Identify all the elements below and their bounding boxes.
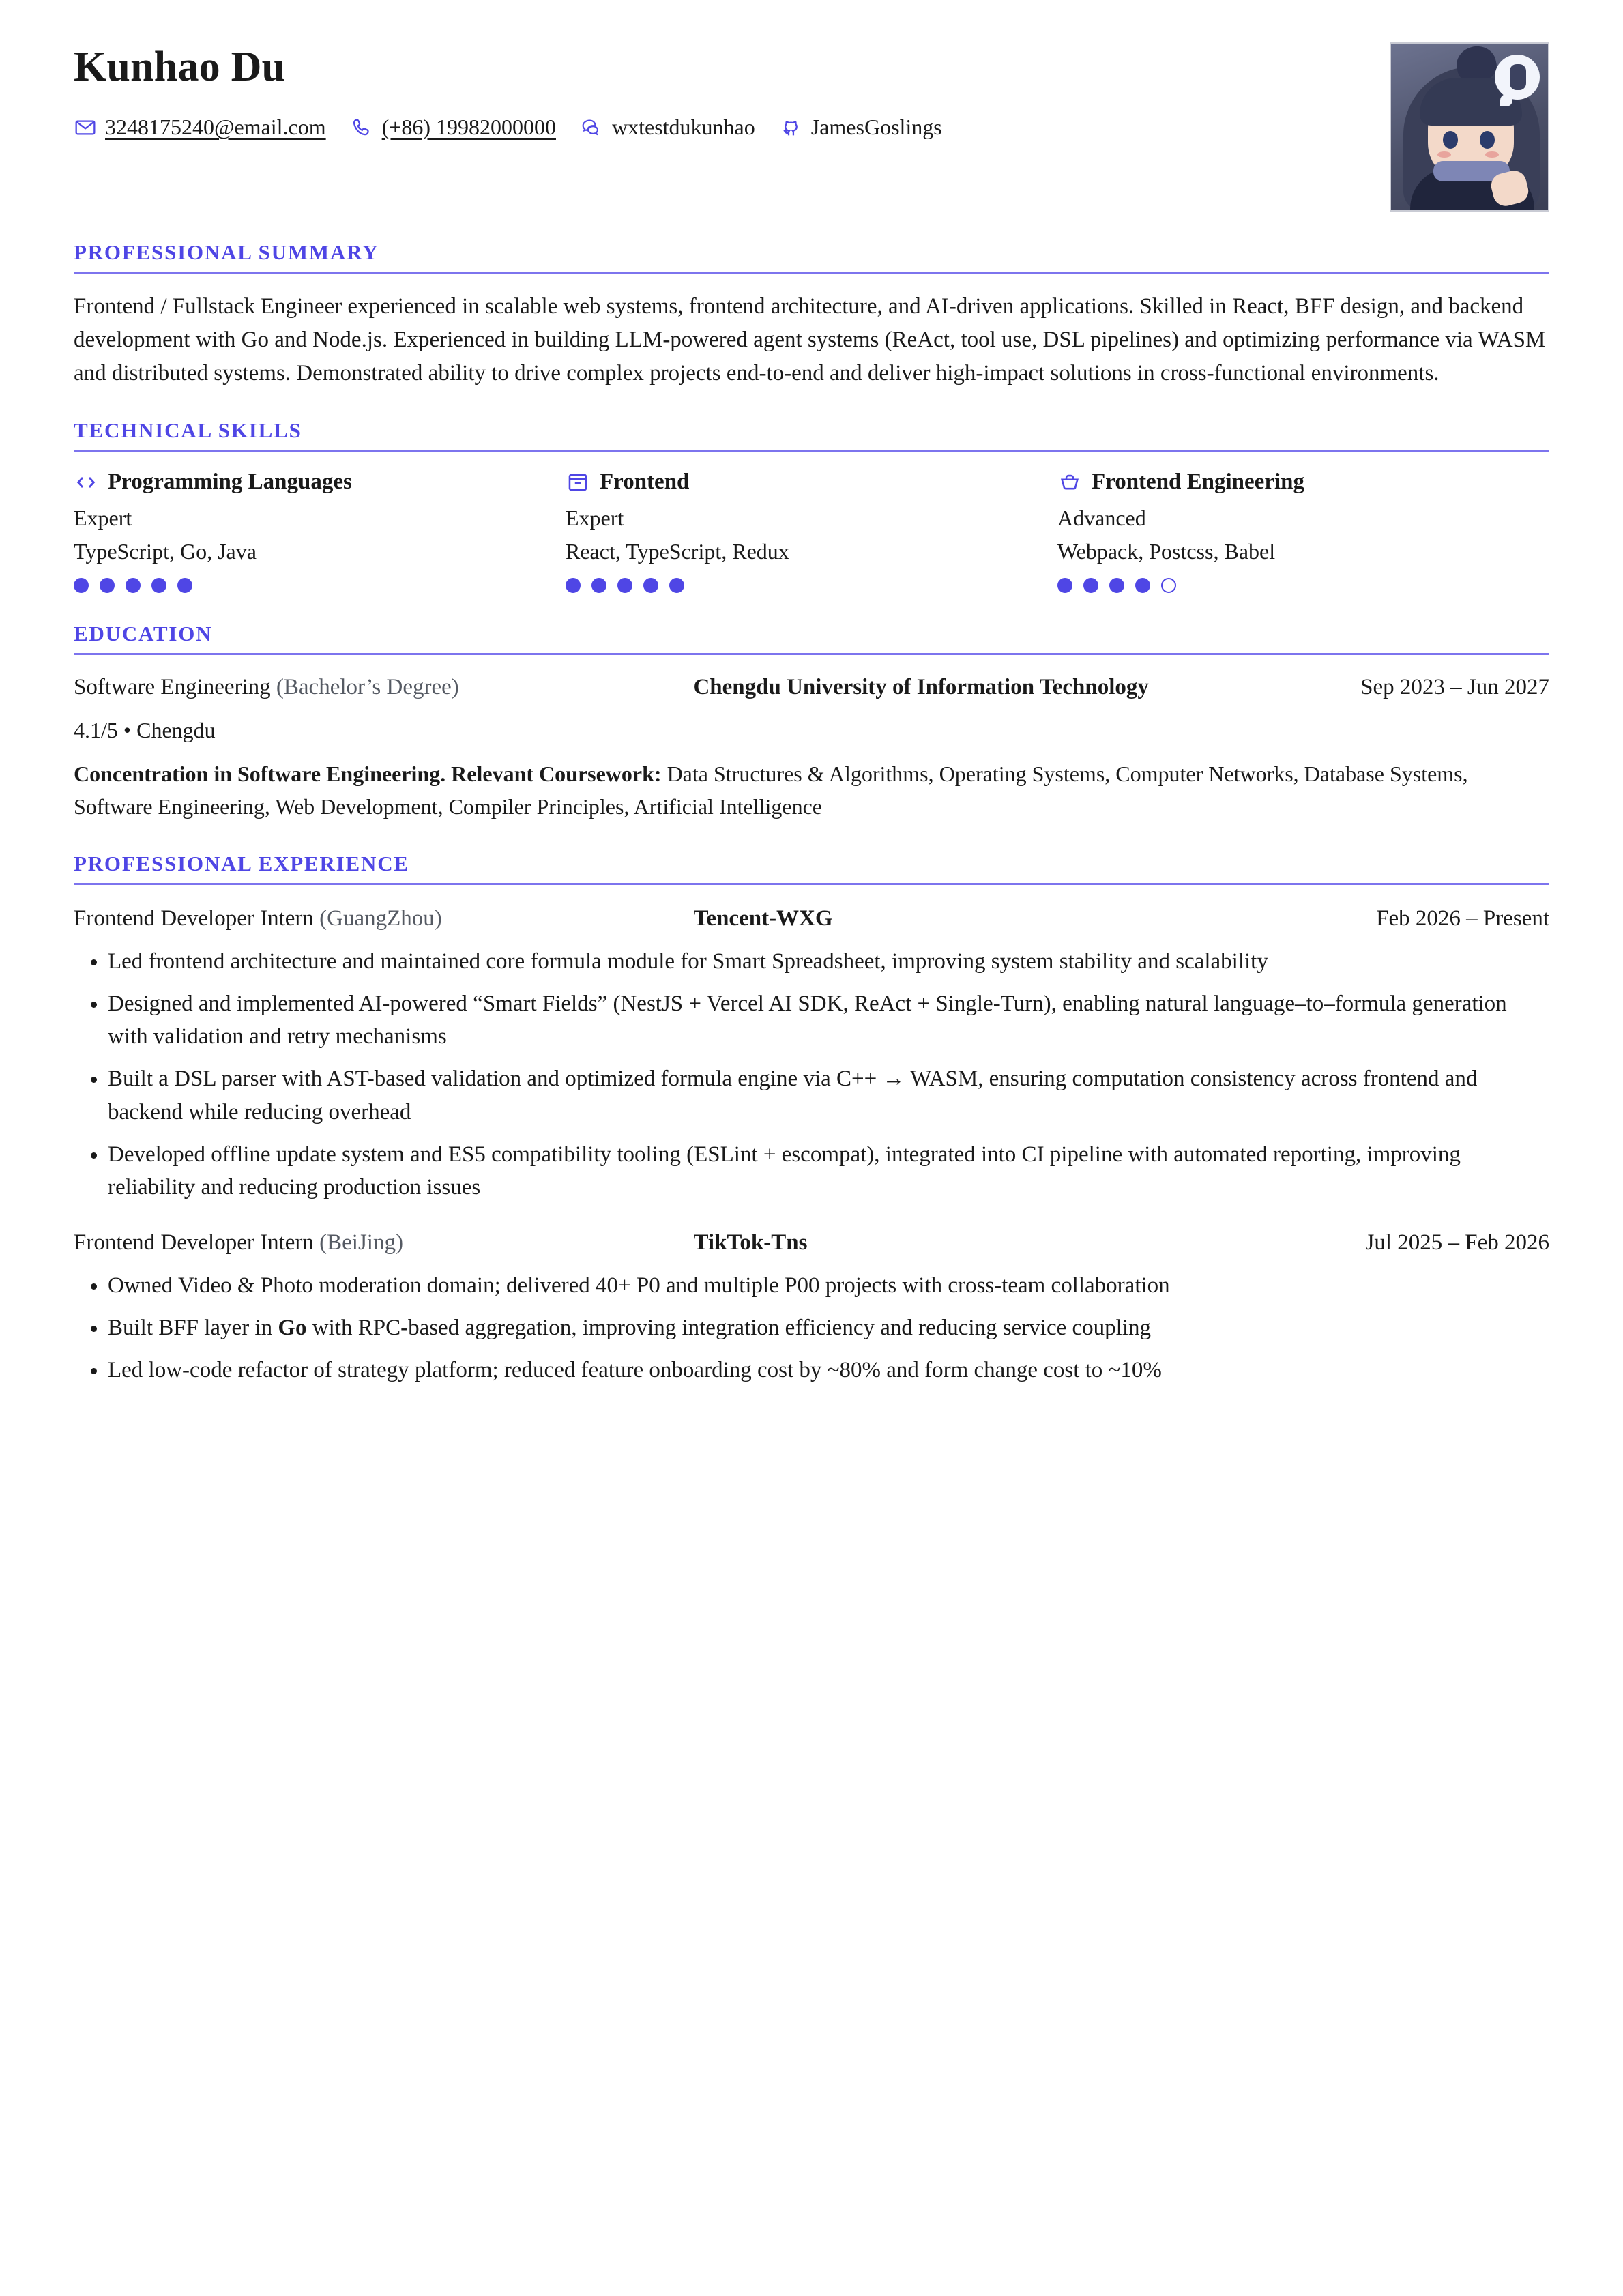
rating-dot-empty: [1161, 578, 1176, 593]
envelope-icon: [74, 116, 97, 139]
skill-group-frontend-engineering: [1057, 469, 1549, 593]
skill-group-header: [566, 469, 1034, 495]
section-divider-skills: [74, 450, 1549, 452]
section-title-summary: PROFESSIONAL SUMMARY: [74, 240, 379, 264]
skill-group-frontend: [566, 469, 1057, 593]
experience-role: [74, 1227, 693, 1260]
section-divider-education: [74, 653, 1549, 655]
toolbox-icon: [1057, 470, 1082, 495]
rating-dot: [591, 578, 606, 593]
education-detail: 4.1/5 • Chengdu: [74, 718, 216, 743]
section-divider-experience: [74, 883, 1549, 885]
skill-rating-dots: [74, 578, 542, 593]
experience-bullet: • Owned Video & Photo moderation domain; delivered 40+ P0 and multiple P00 projects with cross-team collaboration: [108, 1269, 1549, 1302]
experience-dates: Feb 2026 – Present: [1376, 906, 1549, 931]
skill-group-header: [1057, 469, 1526, 495]
rating-dot: [1109, 578, 1124, 593]
contact-email[interactable]: [74, 113, 326, 142]
education-degree: [74, 671, 693, 704]
header-left: [74, 40, 1390, 142]
experience-bullet: • Designed and implemented AI-powered “Smart Fields” (NestJS + Vercel AI SDK, ReAct + Single-Turn), enabling natural language–to–formula generation with validation and retry mechanisms: [108, 987, 1549, 1053]
skill-items: React, TypeScript, Redux: [566, 539, 789, 564]
skill-items: Webpack, Postcss, Babel: [1057, 539, 1276, 564]
experience-entry-header: [74, 903, 1549, 935]
experience-bullet-list: [74, 1269, 1549, 1387]
skills-grid: [74, 469, 1549, 593]
section-technical-skills: [74, 418, 1549, 593]
section-title-skills: TECHNICAL SKILLS: [74, 418, 302, 443]
contact-email-text: 3248175240@email.com: [105, 115, 326, 140]
phone-icon: [351, 116, 374, 139]
contact-github[interactable]: [780, 113, 942, 142]
education-degree-note: (Bachelor’s Degree): [276, 675, 459, 700]
contact-github-text: JamesGoslings: [810, 115, 942, 140]
rating-dot: [617, 578, 632, 593]
experience-dates: Jul 2025 – Feb 2026: [1365, 1230, 1549, 1255]
contact-row: [74, 113, 1390, 142]
section-professional-summary: [74, 240, 1549, 390]
avatar-eye-left: [1443, 131, 1458, 149]
experience-role: [74, 903, 693, 935]
experience-bullet-list: [74, 945, 1549, 1204]
skill-items: TypeScript, Go, Java: [74, 539, 257, 564]
page-title: Kunhao Du: [74, 44, 286, 90]
contact-phone[interactable]: [351, 113, 556, 142]
skill-level: Expert: [566, 506, 624, 531]
avatar-blush-left: [1437, 151, 1451, 158]
rating-dot: [177, 578, 192, 593]
code-icon: [74, 470, 98, 495]
experience-bullet: • Led frontend architecture and maintained core formula module for Smart Spreadsheet, improving system stability and scalability: [108, 945, 1549, 978]
resume-header: [74, 40, 1549, 212]
experience-entry: [74, 1227, 1549, 1386]
rating-dot: [126, 578, 141, 593]
avatar-eye-right: [1480, 131, 1495, 149]
rating-dot: [1083, 578, 1098, 593]
wechat-icon: [581, 116, 604, 139]
experience-bullet: • Led low-code refactor of strategy platform; reduced feature onboarding cost by ~80% and form change cost to ~10%: [108, 1354, 1549, 1386]
skill-group-label: Programming Languages: [108, 469, 352, 495]
experience-company: Tencent-WXG: [693, 906, 833, 931]
experience-bullet: • Developed offline update system and ES5 compatibility tooling (ESLint + escompat), integrated into CI pipeline with automated reporting, improving reliability and reducing production issues: [108, 1138, 1549, 1204]
education-degree-name: Software Engineering: [74, 675, 271, 700]
experience-location: (BeiJing): [319, 1230, 403, 1255]
section-title-education: EDUCATION: [74, 622, 213, 646]
education-coursework-list: Data Structures & Algorithms, Operating Systems, Computer Networks, Database Systems, Software Engineering, Web Development, Compiler Principles, Artificial Intelligence: [74, 761, 1468, 819]
summary-text: Frontend / Fullstack Engineer experienced in scalable web systems, frontend architecture, and AI-driven applications. Skilled in React, BFF design, and backend development with Go and Node.js. Experienced in building LLM-powered agent systems (ReAct, tool use, DSL pipelines) and optimizing performance via WASM and distributed systems. Demonstrated ability to drive complex projects end-to-end and deliver high-impact solutions in cross-functional environments.: [74, 294, 1546, 386]
experience-bullet: • Built a DSL parser with AST-based validation and optimized formula engine via C++ → WASM, ensuring computation consistency across frontend and backend while reducing overhead: [108, 1062, 1549, 1128]
experience-entry-header: [74, 1227, 1549, 1260]
skill-rating-dots: [1057, 578, 1526, 593]
experience-bullet-emphasis: Go: [278, 1316, 307, 1341]
rating-dot: [100, 578, 115, 593]
rating-dot: [566, 578, 581, 593]
rating-dot: [669, 578, 684, 593]
skill-group-programming-languages: [74, 469, 566, 593]
education-coursework: [74, 758, 1549, 823]
experience-bullet: • Built BFF layer in Go with RPC-based aggregation, improving integration efficiency and reducing service coupling: [108, 1311, 1549, 1344]
contact-wechat[interactable]: [581, 113, 755, 142]
education-entry-header: [74, 671, 1549, 704]
avatar-blush-right: [1485, 151, 1499, 158]
github-icon: [780, 116, 803, 139]
rating-dot: [1057, 578, 1072, 593]
experience-location: (GuangZhou): [319, 906, 442, 931]
section-title-experience: PROFESSIONAL EXPERIENCE: [74, 852, 409, 876]
rating-dot: [643, 578, 658, 593]
education-entry: [74, 671, 1549, 823]
rating-dot: [74, 578, 89, 593]
rating-dot: [1135, 578, 1150, 593]
section-education: [74, 622, 1549, 823]
skill-group-header: [74, 469, 542, 495]
education-dates: Sep 2023 – Jun 2027: [1360, 675, 1549, 700]
skill-group-label: Frontend Engineering: [1092, 469, 1305, 495]
skill-level: Expert: [74, 506, 132, 531]
avatar: [1390, 42, 1549, 212]
avatar-bubble-glyph-icon: [1510, 64, 1526, 90]
section-divider-summary: [74, 272, 1549, 274]
experience-company: TikTok-Tns: [693, 1230, 808, 1255]
education-coursework-label: Concentration in Software Engineering. Relevant Coursework:: [74, 761, 662, 787]
browser-icon: [566, 470, 590, 495]
section-professional-experience: [74, 852, 1549, 1386]
skill-group-label: Frontend: [600, 469, 690, 495]
experience-entry: [74, 903, 1549, 1204]
education-school: Chengdu University of Information Technology: [693, 675, 1149, 700]
skill-level: Advanced: [1057, 506, 1146, 531]
contact-phone-text: (+86) 19982000000: [381, 115, 556, 140]
experience-role-title: Frontend Developer Intern: [74, 906, 314, 931]
experience-role-title: Frontend Developer Intern: [74, 1230, 314, 1255]
skill-rating-dots: [566, 578, 1034, 593]
rating-dot: [151, 578, 166, 593]
contact-wechat-text: wxtestdukunhao: [612, 115, 755, 140]
